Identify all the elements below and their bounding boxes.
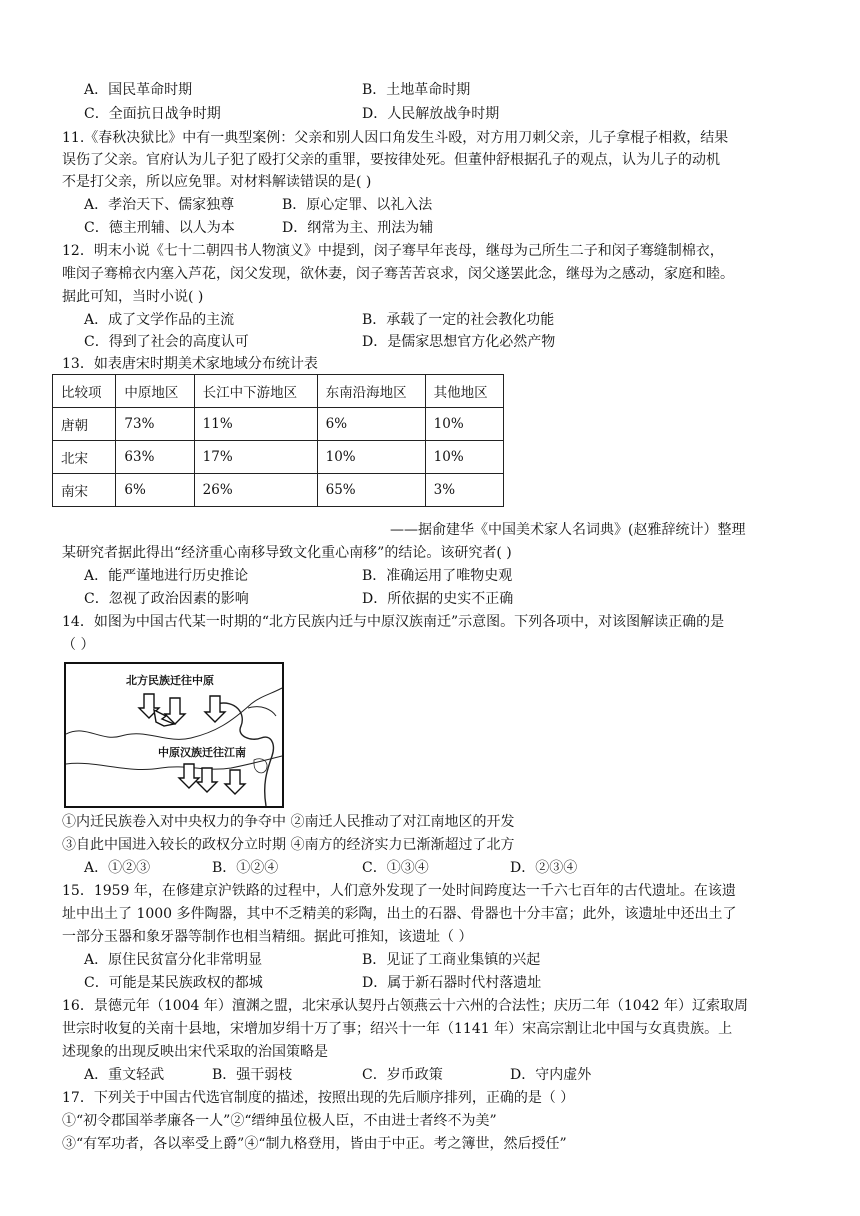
q15-stem-line: 15．1959 年，在修建京沪铁路的过程中，人们意外发现了一处时间跨度达一千六七百年的古代遗址。在该遗 [62,883,736,899]
q14-option-c: C．①③④ [362,860,429,876]
table-cell: 6% [317,408,425,441]
north-migration-arrows [139,694,225,726]
q13-source: ——据俞建华《中国美术家人名词典》(赵雅辞统计）整理 [390,522,746,538]
q12-option-b: B．承载了一定的社会教化功能 [362,312,555,328]
q16-option-c: C．岁币政策 [362,1067,443,1083]
down-arrow-icon [165,698,185,724]
down-arrow-icon [205,696,225,722]
map-label-south: 中原汉族迁往江南 [158,746,246,759]
q10-option-a: A．国民革命时期 [84,82,193,98]
q13-option-c: C．忽视了政治因素的影响 [84,591,249,607]
q11-stem-line: 误伤了父亲。官府认为儿子犯了殴打父亲的重罪，要按律处死。但董仲舒根据孔子的观点，认为儿子的动机 [62,152,720,168]
table-header-cell: 其他地区 [425,375,503,408]
table-header-cell: 东南沿海地区 [317,375,425,408]
table-cell: 17% [194,441,317,474]
table-cell: 10% [425,441,503,474]
q15-option-c: C．可能是某民族政权的都城 [84,975,263,991]
table-row [53,408,504,441]
q12-stem-line: 据此可知，当时小说( ) [62,289,204,305]
q17-stem-line: ③“有军功者，各以率受上爵”④“制九格登用，皆由于中正。考之簿世，然后授任” [62,1136,567,1152]
q14-statement-line: ①内迁民族卷入对中央权力的争夺中 ②南迁人民推动了对江南地区的开发 [62,814,515,830]
q16-option-d: D．守内虚外 [510,1067,592,1083]
q16-stem-line: 世宗时收复的关南十县地，宋增加岁绢十万了事；绍兴十一年（1141 年）宋高宗割让北中国与女真贵族。上 [62,1021,733,1037]
q15-stem-line: 址中出土了 1000 多件陶器，其中不乏精美的彩陶，出土的石器、骨器也十分丰富；此外，该遗址中还出土了 [62,906,737,922]
q14-option-d: D．②③④ [510,860,578,876]
table-cell: 65% [317,474,425,507]
q11-stem-line: 不是打父亲，所以应免罪。对材料解读错误的是( ) [62,174,372,190]
q10-option-c: C．全面抗日战争时期 [84,106,221,122]
table-cell: 6% [116,474,194,507]
down-arrow-icon [225,770,245,794]
q13-option-b: B．准确运用了唯物史观 [362,568,513,584]
q12-stem-line: 12．明末小说《七十二朝四书人物演义》中提到，闵子骞早年丧母，继母为己所生二子和闵子骞缝制棉衣， [62,243,724,259]
table-cell: 11% [194,408,317,441]
q11-option-a: A．孝治天下、儒家独尊 [84,197,235,213]
table-cell: 63% [116,441,194,474]
table-header-cell: 比较项 [53,375,116,408]
q14-statement-line: ③自此中国进入较长的政权分立时期 ④南方的经济实力已渐渐超过了北方 [62,837,515,853]
coastline [248,707,276,716]
q14-stem-line: 14．如图为中国古代某一时期的“北方民族内迁与中原汉族南迁”示意图。下列各项中，对该图解读正确的是 [62,614,725,630]
q16-option-a: A．重文轻武 [84,1067,165,1083]
table-header-cell: 长江中下游地区 [194,375,317,408]
q13-option-d: D．所依据的史实不正确 [362,591,514,607]
migration-map [64,662,284,808]
q16-stem-line: 16．景德元年（1004 年）澶渊之盟，北宋承认契丹占领燕云十六州的合法性；庆历二年（1042 年）辽索取周 [62,998,748,1014]
q11-option-c: C．德主刑辅、以人为本 [84,220,235,236]
q14-stem-line: （ ） [62,637,95,653]
q15-option-b: B．见证了工商业集镇的兴起 [362,952,541,968]
q16-stem-line: 述现象的出现反映出宋代采取的治国策略是 [62,1044,328,1060]
q10-option-b: B．土地革命时期 [362,82,471,98]
down-arrow-icon [197,768,217,792]
table-cell: 3% [425,474,503,507]
q10-option-d: D．人民解放战争时期 [362,106,500,122]
table-cell: 北宋 [53,441,116,474]
q12-stem-line: 唯闵子骞棉衣内塞入芦花，闵父发现，欲休妻，闵子骞苦苦哀求，闵父遂罢此念，继母为之感动，家庭和睦。 [62,266,734,282]
q17-stem-line: 17．下列关于中国古代选官制度的描述，按照出现的先后顺序排列，正确的是（ ） [62,1090,575,1106]
q12-option-c: C．得到了社会的高度认可 [84,334,249,350]
q11-stem-line: 11.《春秋决狱比》中有一典型案例：父亲和别人因口角发生斗殴，对方用刀刺父亲，儿子拿棍子相救，结果 [62,130,729,146]
q15-option-a: A．原住民贫富分化非常明显 [84,952,263,968]
q11-option-d: D．纲常为主、刑法为辅 [282,220,434,236]
table-cell: 73% [116,408,194,441]
q16-option-b: B．强干弱枝 [212,1067,293,1083]
q15-stem-line: 一部分玉器和象牙器等制作也相当精细。据此可推知，该遗址（ ） [62,929,473,945]
table-row [53,474,504,507]
migration-map-graphic [66,664,282,806]
table-cell: 10% [425,408,503,441]
q13-stem: 某研究者据此得出“经济重心南移导致文化重心南移”的结论。该研究者( ) [62,545,512,561]
q17-stem-line: ①“初令郡国举孝廉各一人”②“缙绅虽位极人臣，不由进士者终不为美” [62,1113,497,1129]
q14-option-b: B．①②④ [212,860,279,876]
table-cell: 唐朝 [53,408,116,441]
artist-distribution-table [52,374,504,507]
table-cell: 南宋 [53,474,116,507]
table-header-cell: 中原地区 [116,375,194,408]
q15-option-d: D．属于新石器时代村落遗址 [362,975,542,991]
table-row [53,441,504,474]
q13-option-a: A．能严谨地进行历史推论 [84,568,249,584]
table-cell: 26% [194,474,317,507]
table-header-row [53,375,504,408]
table-cell: 10% [317,441,425,474]
q13-intro: 13．如表唐宋时期美术家地域分布统计表 [62,356,318,372]
q12-option-d: D．是儒家思想官方化必然产物 [362,334,556,350]
south-migration-arrows [179,764,245,794]
map-label-north: 北方民族迁往中原 [126,674,214,687]
q12-option-a: A．成了文学作品的主流 [84,312,235,328]
q11-option-b: B．原心定罪、以礼入法 [282,197,433,213]
q14-option-a: A．①②③ [84,860,151,876]
